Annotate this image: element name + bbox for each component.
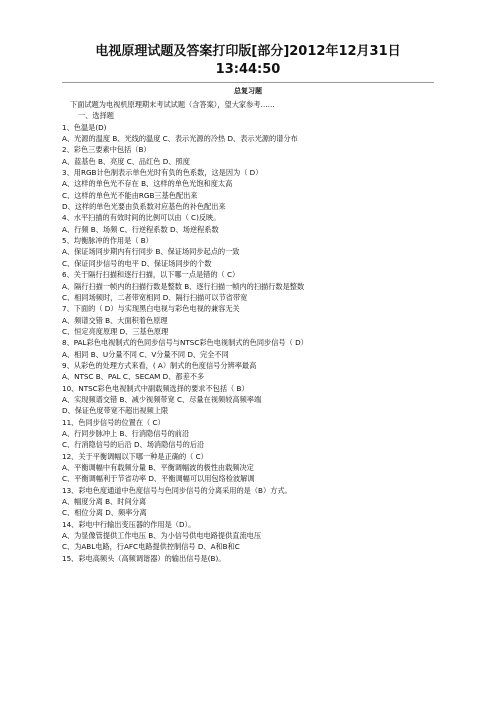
- text-line: 4、水平扫描的有效时间的比例可以由（ C)反映。: [62, 213, 221, 223]
- text-line: C、相同场频时，二者带宽相同 D、隔行扫描可以节省带宽: [62, 292, 248, 302]
- text-line: D、这样的单色光要由负系数对应基色的补色配出来: [62, 202, 226, 212]
- text-line: C、为ABL电路，行AFC电路提供控制信号 D、A和B和C: [62, 542, 240, 552]
- text-line: A、平衡调幅中有载频分量 B、平衡调幅波的极性由载频决定: [62, 463, 254, 472]
- text-line: A、这样的单色光不存在 B、这样的单色光饱和度太高: [62, 179, 233, 189]
- text-line: A、保证场同步期内有行同步 B、保证场同步起点的一致: [62, 247, 240, 257]
- text-line: 6、关于隔行扫描和逐行扫描，以下哪一点是错的（ C）: [62, 270, 240, 280]
- text-line: A、蓝基色 B、亮度 C、品红色 D、照度: [62, 156, 190, 166]
- text-line: 9、从彩色的处理方式来看，( A）制式的色度信号分辨率最高: [62, 360, 257, 370]
- question-list: [62, 122, 442, 564]
- part-heading: 一、选择题: [78, 111, 114, 121]
- text-line: C、这样的单色光不能由RGB三基色配出来: [62, 190, 198, 200]
- text-line: A、行频 B、场频 C、行逆程系数 D、场逆程系数: [62, 224, 219, 234]
- text-line: 3、用RGB计色制表示单色光时有负的色系数，这是因为（ D）: [62, 168, 263, 178]
- text-line: 13、彩电色度通道中色度信号与色同步信号的分离采用的是（B）方式。: [62, 485, 292, 495]
- text-line: 5、均衡脉冲的作用是（ B）: [62, 236, 153, 246]
- title-divider: [62, 82, 434, 83]
- document-title: 电视原理试题及答案打印版[部分]2012年12月31日: [95, 44, 401, 59]
- text-line: C、行消隐信号的后沿 D、场消隐信号的后沿: [62, 440, 205, 450]
- text-line: C、相位分离 D、频率分离: [62, 508, 147, 518]
- text-line: C、恒定亮度原理 D、三基色原理: [62, 326, 169, 336]
- document-title-time: 13:44:50: [215, 62, 281, 77]
- intro-paragraph: 下面试题为电视机原理期末考试试题（含答案），望大家参考……: [70, 100, 275, 109]
- text-line: A、隔行扫描一帧内的扫描行数是整数 B、逐行扫描一帧内的扫描行数是整数: [62, 281, 305, 291]
- text-line: A、幅度分离 B、时间分离: [62, 497, 147, 507]
- text-line: A、频谱交错 B、大面积着色原理: [62, 315, 168, 325]
- text-line: 10、NTSC彩色电视制式中副载频选择的要求不包括（ B）: [62, 383, 249, 393]
- text-line: 12、关于平衡调幅以下哪一种是正确的（ C）: [62, 451, 208, 461]
- text-line: 8、PAL彩色电视制式的色同步信号与NTSC彩色电视制式的色同步信号（ D）: [62, 338, 308, 348]
- text-line: D、保证色度带宽不超出视频上限: [62, 406, 169, 416]
- text-line: A、光源的温度 B、光线的温度 C、表示光源的冷热 D、表示光源的谱分布: [62, 134, 298, 144]
- text-line: 1、色温是(D): [62, 122, 107, 132]
- text-line: A、NTSC B、PAL C、SECAM D、都差不多: [62, 372, 205, 382]
- text-line: 15、彩电高频头（高频调谐器）的输出信号是(B)。: [62, 553, 226, 563]
- text-line: C、平衡调幅利于节省功率 D、平衡调幅可以用包络检波解调: [62, 474, 255, 484]
- text-line: A、行同步脉冲上 B、行消隐信号的前沿: [62, 428, 190, 438]
- text-line: 2、彩色三要素中包括（B）: [62, 145, 151, 155]
- text-line: A、相同 B、U分量不同 C、V分量不同 D、完全不同: [62, 349, 229, 359]
- text-line: 14、彩电中行输出变压器的作用是（D）。: [62, 519, 196, 529]
- text-line: A、为显像管提供工作电压 B、为小信号供电电路提供直流电压: [62, 531, 262, 541]
- text-line: 7、下面的（ D）与实现黑白电视与彩色电视的兼容无关: [62, 304, 240, 314]
- text-line: A、实现频谱交错 B、减少视频带宽 C、尽量在视频较高频率端: [62, 394, 262, 404]
- text-line: C、保证同步信号的电平 D、保证场同步的个数: [62, 258, 212, 268]
- text-line: 11、色同步信号的位置在（ C）: [62, 417, 165, 427]
- document-body: [62, 99, 442, 564]
- section-heading: 总复习题: [234, 87, 262, 95]
